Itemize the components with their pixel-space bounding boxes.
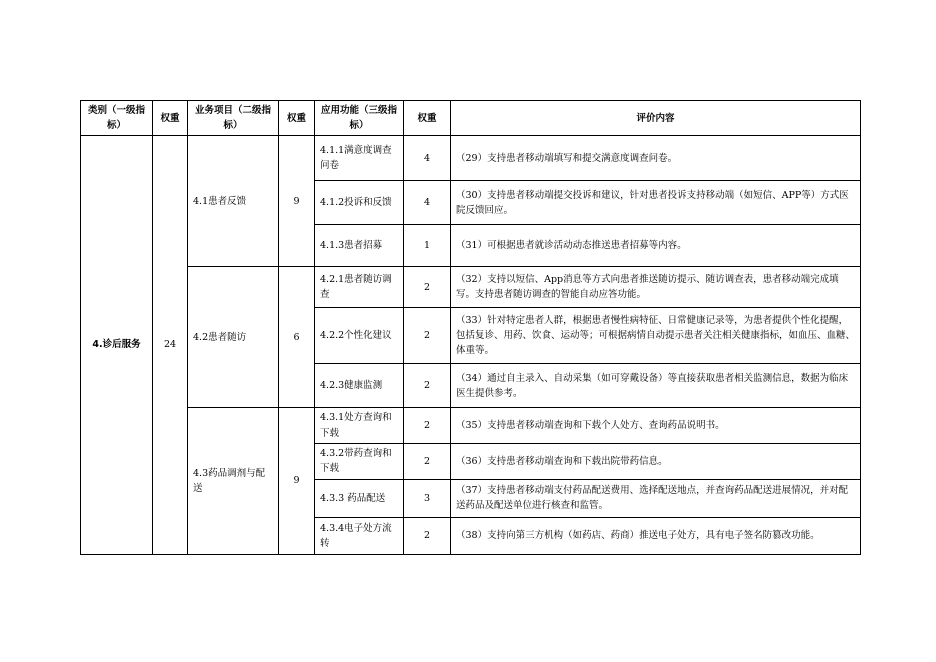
function-weight-cell: 3 [404,479,451,517]
content-cell: （32）支持以短信、App消息等方式向患者推送随访提示、随访调查表，患者移动端完成填写。支持患者随访调查的智能自动应答功能。 [451,267,861,308]
item-cell: 4.1患者反馈 [188,136,279,267]
function-weight-cell: 2 [404,308,451,364]
header-weight-3: 权重 [404,101,451,136]
item-cell: 4.2患者随访 [188,267,279,408]
content-cell: （36）支持患者移动端查询和下载出院带药信息。 [451,443,861,479]
item-weight-cell: 9 [279,408,315,554]
item-weight-cell: 6 [279,267,315,408]
content-cell: （30）支持患者移动端提交投诉和建议，针对患者投诉支持移动端（如短信、APP等）方式医院反馈回应。 [451,181,861,225]
item-cell: 4.3药品调剂与配送 [188,408,279,554]
content-cell: （33）针对特定患者人群，根据患者慢性病特征、日常健康记录等，为患者提供个性化提醒，包括复诊、用药、饮食、运动等；可根据病情自动提示患者关注相关健康指标，如血压、血糖、体重等。 [451,308,861,364]
function-cell: 4.3.1处方查询和下载 [315,408,404,443]
category-cell: 4.诊后服务 [81,136,153,554]
header-item: 业务项目（二级指标） [188,101,279,136]
table-header-row [81,101,861,136]
header-weight-1: 权重 [153,101,188,136]
content-cell: （37）支持患者移动端支付药品配送费用、选择配送地点，并查询药品配送进展情况，并对配送药品及配送单位进行核查和监管。 [451,479,861,517]
header-content: 评价内容 [451,101,861,136]
header-function: 应用功能（三级指标） [315,101,404,136]
function-weight-cell: 4 [404,136,451,181]
function-cell: 4.3.4电子处方流转 [315,517,404,554]
function-cell: 4.1.3患者招募 [315,225,404,267]
function-weight-cell: 2 [404,267,451,308]
header-category: 类别（一级指标） [81,101,153,136]
function-cell: 4.1.2投诉和反馈 [315,181,404,225]
function-weight-cell: 2 [404,443,451,479]
content-cell: （34）通过自主录入、自动采集（如可穿戴设备）等直接获取患者相关监测信息，数据为临床医生提供参考。 [451,364,861,408]
function-weight-cell: 2 [404,364,451,408]
content-cell: （31）可根据患者就诊活动动态推送患者招募等内容。 [451,225,861,267]
function-cell: 4.3.3 药品配送 [315,479,404,517]
content-cell: （38）支持向第三方机构（如药店、药商）推送电子处方，具有电子签名防篡改功能。 [451,517,861,554]
function-cell: 4.1.1满意度调查问卷 [315,136,404,181]
function-cell: 4.3.2带药查询和下载 [315,443,404,479]
content-cell: （29）支持患者移动端填写和提交满意度调查问卷。 [451,136,861,181]
function-cell: 4.2.2个性化建议 [315,308,404,364]
function-weight-cell: 1 [404,225,451,267]
evaluation-table [80,100,861,555]
content-cell: （35）支持患者移动端查询和下载个人处方、查询药品说明书。 [451,408,861,443]
table-row [81,136,861,181]
function-cell: 4.2.1患者随访调查 [315,267,404,308]
function-weight-cell: 2 [404,408,451,443]
table-row [81,267,861,308]
function-weight-cell: 4 [404,181,451,225]
item-weight-cell: 9 [279,136,315,267]
function-cell: 4.2.3健康监测 [315,364,404,408]
header-weight-2: 权重 [279,101,315,136]
category-weight-cell: 24 [153,136,188,554]
function-weight-cell: 2 [404,517,451,554]
table-row [81,408,861,443]
